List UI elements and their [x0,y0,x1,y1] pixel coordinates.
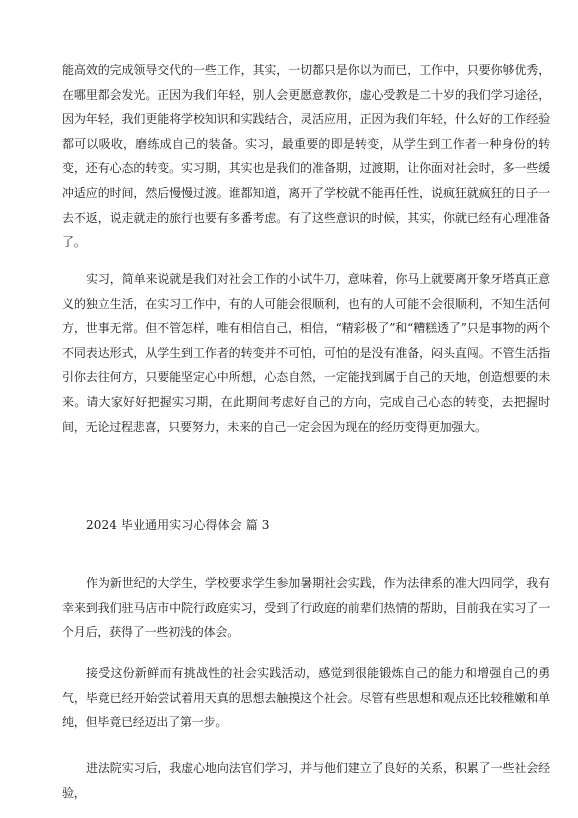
paragraph: 进法院实习后，我虚心地向法官们学习，并与他们建立了良好的关系，积累了一些社会经验， [62,761,550,800]
section-heading: 2024 毕业通用实习心得体会 篇 3 [86,518,270,532]
paragraph: 实习，简单来说就是我们对社会工作的小试牛刀，意味着，你马上就要离开象牙塔真正意义的独立生活，在实习工作中，有的人可能会很顺利，也有的人可能不会很顺利，不知生活何方，世事无常。但不管怎样，唯有相信自己，相信，“精彩极了”和“糟糕透了”只是事物的两个不同表达形式，从学生到工作者的转变并不可怕，可怕的是没有准备，闷头直闯。不管生活指引你去往何方，只要能坚定心中所想，心态自然，一定能找到属于自己的天地，创造想要的未来。请大家好好把握实习期，在此期间考虑好自己的方向，完成自己心态的转变，去把握时间，无论过程悲喜，只要努力，未来的自己一定会因为现在的经历变得更加强大。 [62,272,550,434]
paragraph: 作为新世纪的大学生，学校要求学生参加暑期社会实践，作为法律系的准大四同学，我有幸来到我们驻马店市中院行政庭实习，受到了行政庭的前辈们热情的帮助，目前我在实习了一个月后，获得了一些初浅的体会。 [62,576,550,640]
paragraph: 能高效的完成领导交代的一些工作，其实，一切都只是你以为而已，工作中，只要你够优秀，在哪里都会发光。正因为我们年轻，别人会更愿意教你，虚心受教是二十岁的我们学习途径，因为年轻，我们更能将学校知识和实践结合，灵活应用，正因为我们年轻，什么好的工作经验都可以吸收，磨练成自己的装备。实习，最重要的即是转变，从学生到工作者一种身份的转变，还有心态的转变。实习期，其实也是我们的准备期，过渡期，让你面对社会时，多一些缓冲适应的时间，然后慢慢过渡。谁都知道，离开了学校就不能再任性，说疯狂就疯狂的日子一去不返，说走就走的旅行也要有多番考虑。有了这些意识的时候，其实，你就已经有心理准备了。 [62,63,550,250]
paragraph: 接受这份新鲜而有挑战性的社会实践活动，感觉到很能锻炼自己的能力和增强自己的勇气，毕竟已经开始尝试着用天真的思想去触摸这个社会。尽管有些思想和观点还比较稚嫩和单纯，但毕竟已经迈出了第一步。 [62,666,550,730]
